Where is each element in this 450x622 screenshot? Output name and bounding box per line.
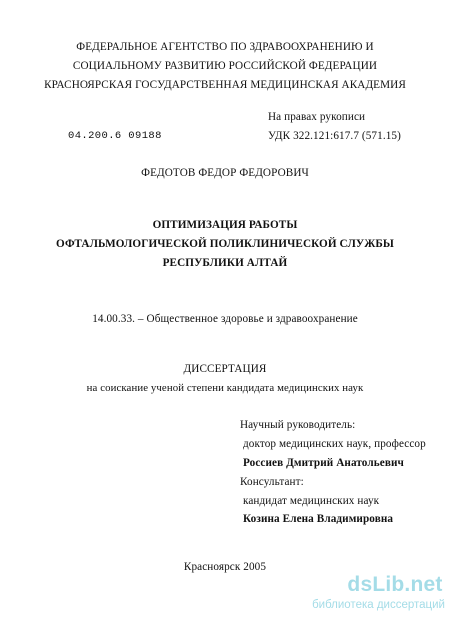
watermark-caption: библиотека диссертаций [312, 599, 445, 611]
consultant-heading: Консультант: [240, 476, 304, 488]
degree-type: ДИССЕРТАЦИЯ [183, 363, 267, 375]
title-line-1: ОПТИМИЗАЦИЯ РАБОТЫ [152, 219, 298, 231]
specialty-code: 14.00.33. – Общественное здоровье и здравоохранение [92, 313, 358, 325]
author-name: ФЕДОТОВ ФЕДОР ФЕДОРОВИЧ [141, 167, 309, 179]
manuscript-rights-note: На правах рукописи [268, 111, 366, 123]
supervisor-name: Россиев Дмитрий Анатольевич [243, 457, 404, 469]
udc-code: УДК 322.121:617.7 (571.15) [268, 130, 401, 142]
consultant-name: Козина Елена Владимировна [243, 513, 394, 525]
header-line-3: КРАСНОЯРСКАЯ ГОСУДАРСТВЕННАЯ МЕДИЦИНСКАЯ АКАДЕМИЯ [44, 79, 406, 91]
degree-purpose: на соискание ученой степени кандидата медицинских наук [86, 382, 364, 394]
place-and-year: Красноярск 2005 [183, 561, 267, 573]
watermark-logo: dsLib.net [347, 573, 443, 596]
title-line-3: РЕСПУБЛИКИ АЛТАЙ [162, 257, 288, 269]
supervisor-credentials: доктор медицинских наук, профессор [243, 438, 426, 450]
header-line-2: СОЦИАЛЬНОМУ РАЗВИТИЮ РОССИЙСКОЙ ФЕДЕРАЦИИ [72, 60, 378, 72]
supervisor-heading: Научный руководитель: [240, 419, 356, 431]
consultant-credentials: кандидат медицинских наук [243, 495, 380, 507]
registration-stamp-number: 04.200.6 09188 [68, 130, 162, 142]
header-line-1: ФЕДЕРАЛЬНОЕ АГЕНТСТВО ПО ЗДРАВООХРАНЕНИЮ И [76, 41, 374, 53]
title-line-2: ОФТАЛЬМОЛОГИЧЕСКОЙ ПОЛИКЛИНИЧЕСКОЙ СЛУЖБЫ [56, 238, 394, 250]
